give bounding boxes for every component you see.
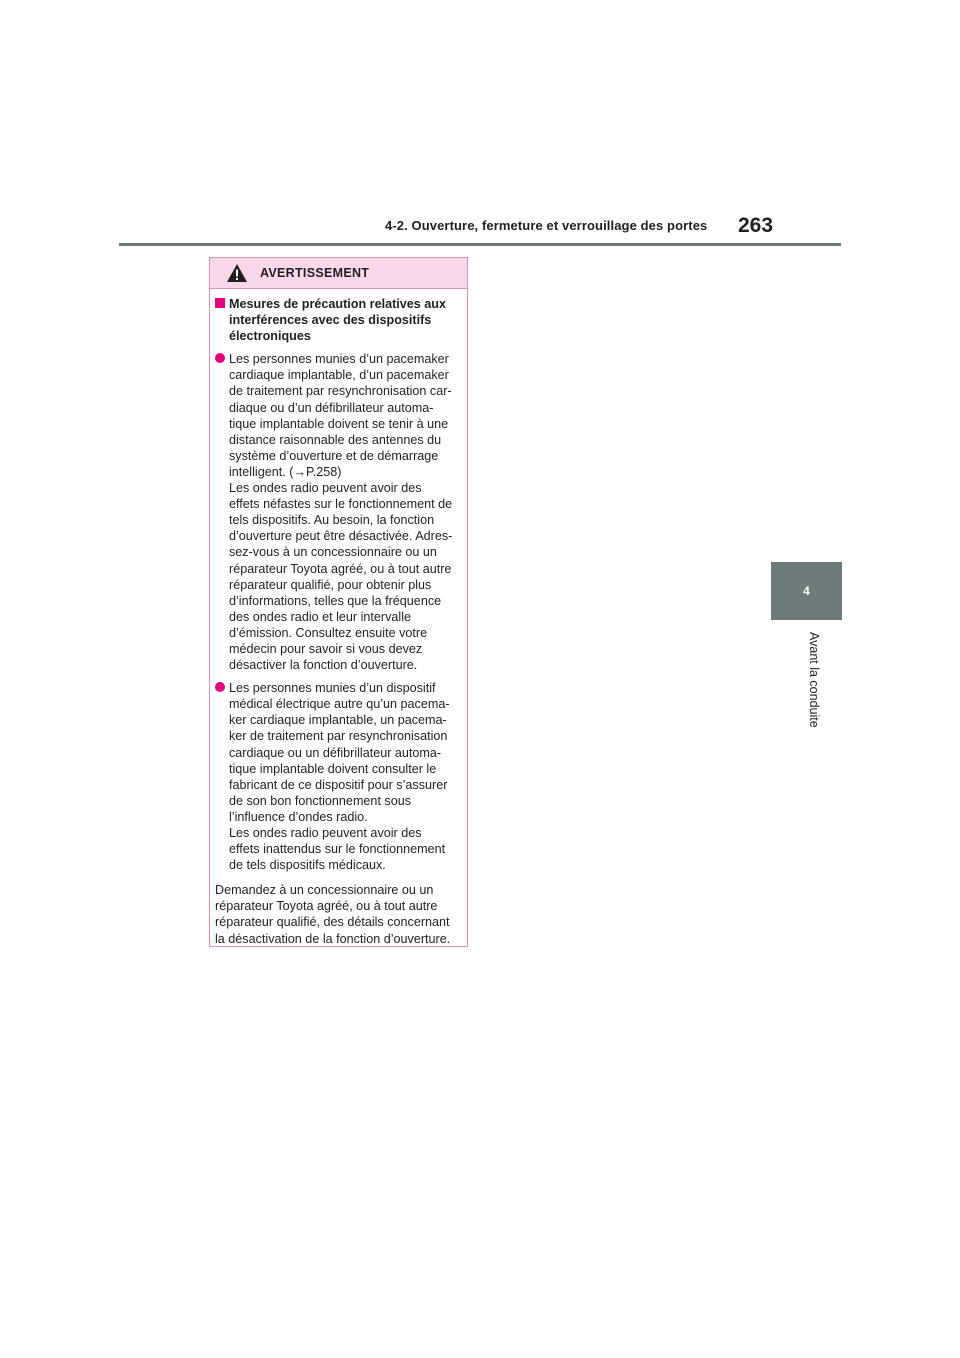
text-line: Les personnes munies d’un pacemaker [229, 352, 449, 367]
heading-line: Mesures de précaution relatives aux [229, 297, 446, 311]
section-title: 4-2. Ouverture, fermeture et verrouillage des portes [385, 218, 708, 233]
warning-triangle-icon [226, 263, 248, 283]
text-line: d’ouverture peut être désactivée. Adres- [229, 529, 453, 544]
round-bullet-icon [215, 682, 225, 692]
text-line: l’influence d’ondes radio. [229, 809, 368, 824]
text-line: réparateur Toyota agréé, ou à tout autre [229, 561, 452, 576]
text-line: d’informations, telles que la fréquence [229, 593, 442, 608]
text-line: Demandez à un concessionnaire ou un [215, 883, 434, 898]
text-line: effets inattendus sur le fonctionnement [229, 842, 446, 857]
text-line: de traitement par resynchronisation car- [229, 384, 452, 399]
heading-line: interférences avec des dispositifs [229, 313, 432, 328]
round-bullet-icon [215, 353, 225, 363]
header-divider [119, 243, 841, 246]
text-line: réparateur Toyota agréé, ou à tout autre [215, 899, 438, 914]
text-line: Les personnes munies d’un dispositif [229, 681, 436, 696]
text-line: Les ondes radio peuvent avoir des [229, 826, 422, 840]
text-line: intelligent. (→P.258) [229, 464, 342, 479]
square-bullet-icon [215, 298, 225, 308]
text-line: cardiaque implantable, d’un pacemaker [229, 368, 449, 383]
text-line: tels dispositifs. Au besoin, la fonction [229, 513, 435, 528]
warning-box [209, 257, 468, 947]
text-line: des ondes radio et leur intervalle [229, 609, 412, 624]
text-line: de son bon fonctionnement sous [229, 793, 412, 808]
chapter-tab [771, 562, 842, 620]
text-line: réparateur qualifié, des détails concernant [215, 915, 450, 930]
text-line: médical électrique autre qu’un pacema- [229, 697, 450, 712]
text-line: la désactivation de la fonction d’ouverture. [215, 931, 451, 946]
text-line: cardiaque ou un défibrillateur automa- [229, 745, 442, 760]
warning-item [215, 351, 463, 673]
chapter-number: 4 [803, 584, 810, 598]
text-line: système d’ouverture et de démarrage [229, 448, 439, 463]
heading-line: électroniques [229, 329, 311, 344]
warning-item [215, 680, 463, 873]
text-line: diaque ou d’un défibrillateur automa- [229, 400, 434, 415]
page-number: 263 [738, 214, 774, 237]
warning-closing-paragraph [215, 882, 463, 946]
text-line: de tels dispositifs médicaux. [229, 858, 386, 873]
warning-body [210, 289, 467, 947]
warning-title: AVERTISSEMENT [260, 266, 370, 280]
text-line: ker cardiaque implantable, un pacema- [229, 713, 447, 728]
warning-section-heading [215, 296, 463, 344]
text-line: désactiver la fonction d’ouverture. [229, 658, 418, 673]
text-line: distance raisonnable des antennes du [229, 432, 442, 447]
chapter-title: Avant la conduite [807, 632, 821, 728]
text-line: médecin pour savoir si vous devez [229, 641, 423, 656]
text-line: tique implantable doivent se tenir à une [229, 416, 449, 431]
text-line: réparateur qualifié, pour obtenir plus [229, 577, 432, 592]
text-line: Les ondes radio peuvent avoir des [229, 481, 422, 496]
text-line: ker de traitement par resynchronisation [229, 729, 448, 744]
text-line: fabricant de ce dispositif pour s’assurer [229, 777, 448, 792]
text-line: tique implantable doivent consulter le [229, 761, 437, 776]
warning-header [210, 258, 467, 289]
text-line: sez-vous à un concessionnaire ou un [229, 545, 437, 560]
text-line: d’émission. Consultez ensuite votre [229, 625, 428, 640]
text-line: effets néfastes sur le fonctionnement de [229, 497, 453, 512]
